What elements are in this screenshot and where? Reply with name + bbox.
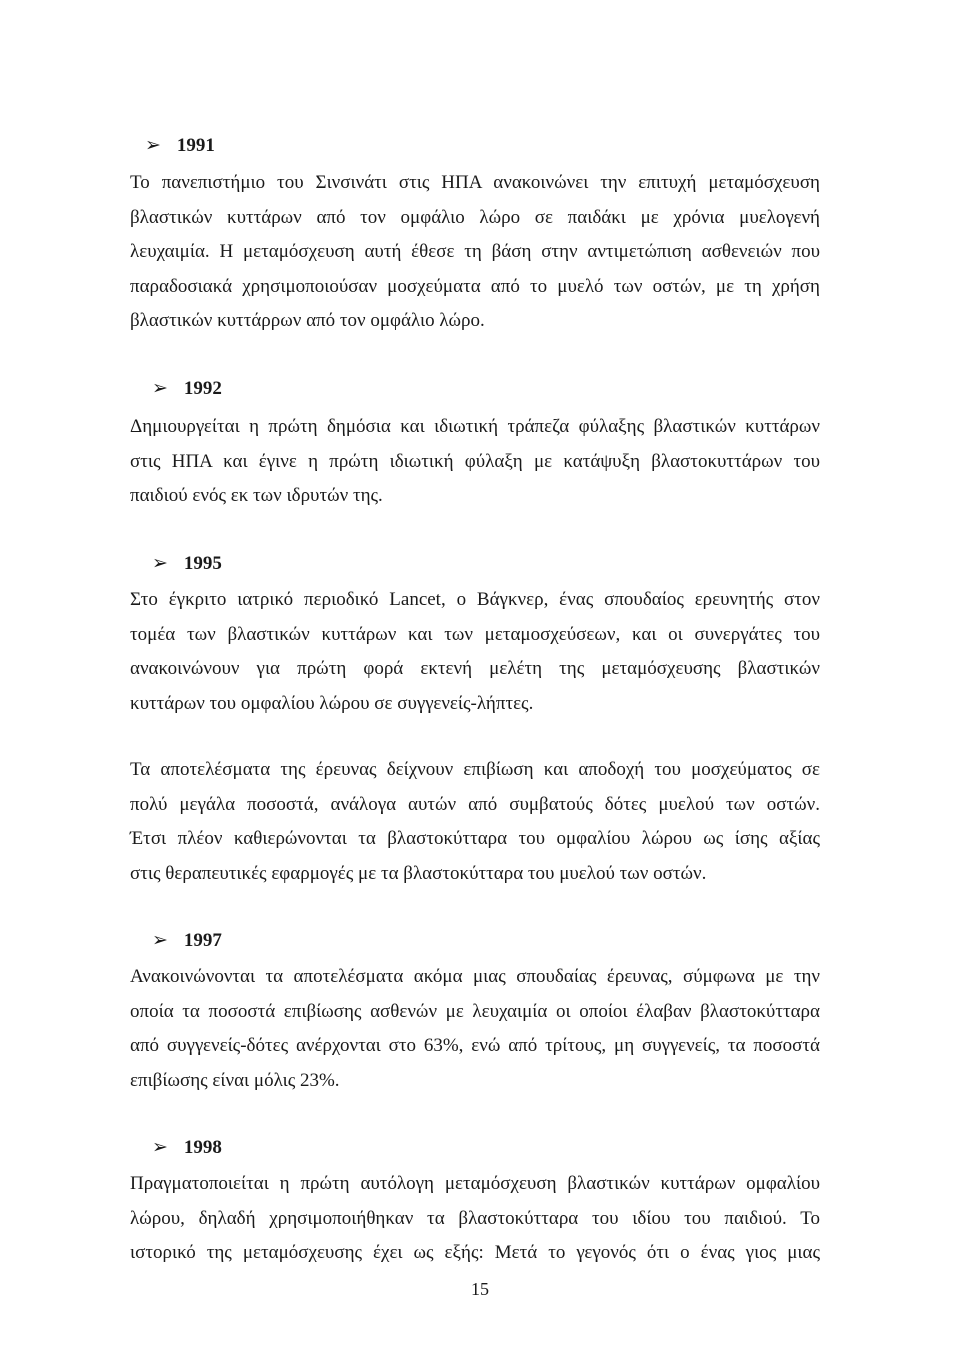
text-line: κυττάρων του ομφαλίου λώρου σε συγγενείς-λήπτες. [130, 692, 534, 714]
arrow-bullet-icon: ➢ [152, 553, 168, 574]
paragraph-1997 [130, 960, 820, 1098]
text-line: επιβίωσης είναι μόλις 23%. [130, 1069, 340, 1091]
text-line: οποία τα ποσοστά επιβίωσης ασθενών με λευχαιμία οι οποίοι έλαβαν βλαστοκύτταρα [130, 1000, 820, 1022]
year-heading-1998 [152, 1136, 222, 1160]
paragraph-1995-a [130, 583, 820, 721]
arrow-bullet-icon: ➢ [152, 378, 168, 399]
text-line: Πραγματοποιείται η πρώτη αυτόλογη μεταμόσχευση βλαστικών κυττάρων ομφαλίου [130, 1173, 820, 1194]
text-line: ιστορικό της μεταμόσχευσης έχει ως εξής: Μετά το γεγονός ότι ο ένας γιος μιας [130, 1242, 820, 1263]
text-line: Δημιουργείται η πρώτη δημόσια και ιδιωτική τράπεζα φύλαξης βλαστικών κυττάρων [130, 416, 820, 437]
year-heading-1991 [145, 134, 215, 158]
year-label: 1992 [183, 378, 222, 399]
text-line: πολύ μεγάλα ποσοστά, ανάλογα αυτών από συμβατούς δότες μυελού των οστών. [130, 793, 820, 815]
arrow-bullet-icon: ➢ [152, 1137, 168, 1158]
paragraph-1991 [130, 166, 820, 339]
text-line: στις ΗΠΑ και έγινε η πρώτη ιδιωτική φύλαξη με κατάψυξη βλαστοκυττάρων του [130, 450, 820, 472]
paragraph-1995-b [130, 753, 820, 891]
paragraph-1998 [130, 1167, 820, 1271]
year-heading-1995 [152, 552, 222, 576]
text-line: βλαστικών κυττάρρων από τον ομφάλιο λώρο. [130, 310, 485, 331]
text-line: λώρου, δηλαδή χρησιμοποιήθηκαν τα βλαστοκύτταρα του ιδίου του παιδιού. Το [130, 1207, 820, 1229]
year-label: 1997 [183, 930, 222, 951]
text-line: Ανακοινώνονται τα αποτελέσματα ακόμα μιας σπουδαίας έρευνας, σύμφωνα με την [130, 966, 820, 987]
text-line: στις θεραπευτικές εφαρμογές με τα βλαστοκύτταρα του μυελού των οστών. [130, 862, 707, 884]
year-label: 1998 [183, 1137, 222, 1158]
text-line: Το πανεπιστήμιο του Σινσινάτι στις ΗΠΑ ανακοινώνει την επιτυχή μεταμόσχευση [130, 172, 820, 193]
text-line: παιδιού ενός εκ των ιδρυτών της. [130, 485, 383, 506]
text-line: Έτσι πλέον καθιερώνονται τα βλαστοκύτταρα του ομφαλίου λώρου ως ίσης αξίας [130, 828, 820, 849]
text-line: λευχαιμία. Η μεταμόσχευση αυτή έθεσε τη βάση στην αντιμετώπιση ασθενειών που [130, 241, 820, 262]
text-line: τομέα των βλαστικών κυττάρων και των μεταμοσχεύσεων, και οι συνεργάτες του [130, 623, 820, 645]
year-label: 1995 [183, 553, 222, 574]
arrow-bullet-icon: ➢ [145, 135, 161, 156]
arrow-bullet-icon: ➢ [152, 930, 168, 951]
year-heading-1992 [152, 377, 222, 401]
page-number: 15 [471, 1279, 489, 1299]
paragraph-1992 [130, 410, 820, 514]
text-line: Στο έγκριτο ιατρικό περιοδικό Lancet, ο Βάγκνερ, ένας σπουδαίος ερευνητής στον [130, 589, 820, 610]
text-line: από συγγενείς-δότες ανέρχονται στο 63%, ενώ από τρίτους, μη συγγενείς, τα ποσοστά [130, 1035, 820, 1056]
text-line: ανακοινώνουν για πρώτη φορά εκτενή μελέτη της μεταμόσχευσης βλαστικών [130, 658, 820, 679]
year-label: 1991 [176, 135, 215, 156]
text-line: παραδοσιακά χρησιμοποιούσαν μοσχεύματα από το μυελό των οστών, με τη χρήση [130, 275, 820, 297]
text-line: βλαστικών κυττάρων από τον ομφάλιο λώρο σε παιδάκι με χρόνια μυελογενή [130, 206, 820, 228]
text-line: Τα αποτελέσματα της έρευνας δείχνουν επιβίωση και αποδοχή του μοσχεύματος σε [130, 759, 820, 780]
year-heading-1997 [152, 929, 222, 953]
